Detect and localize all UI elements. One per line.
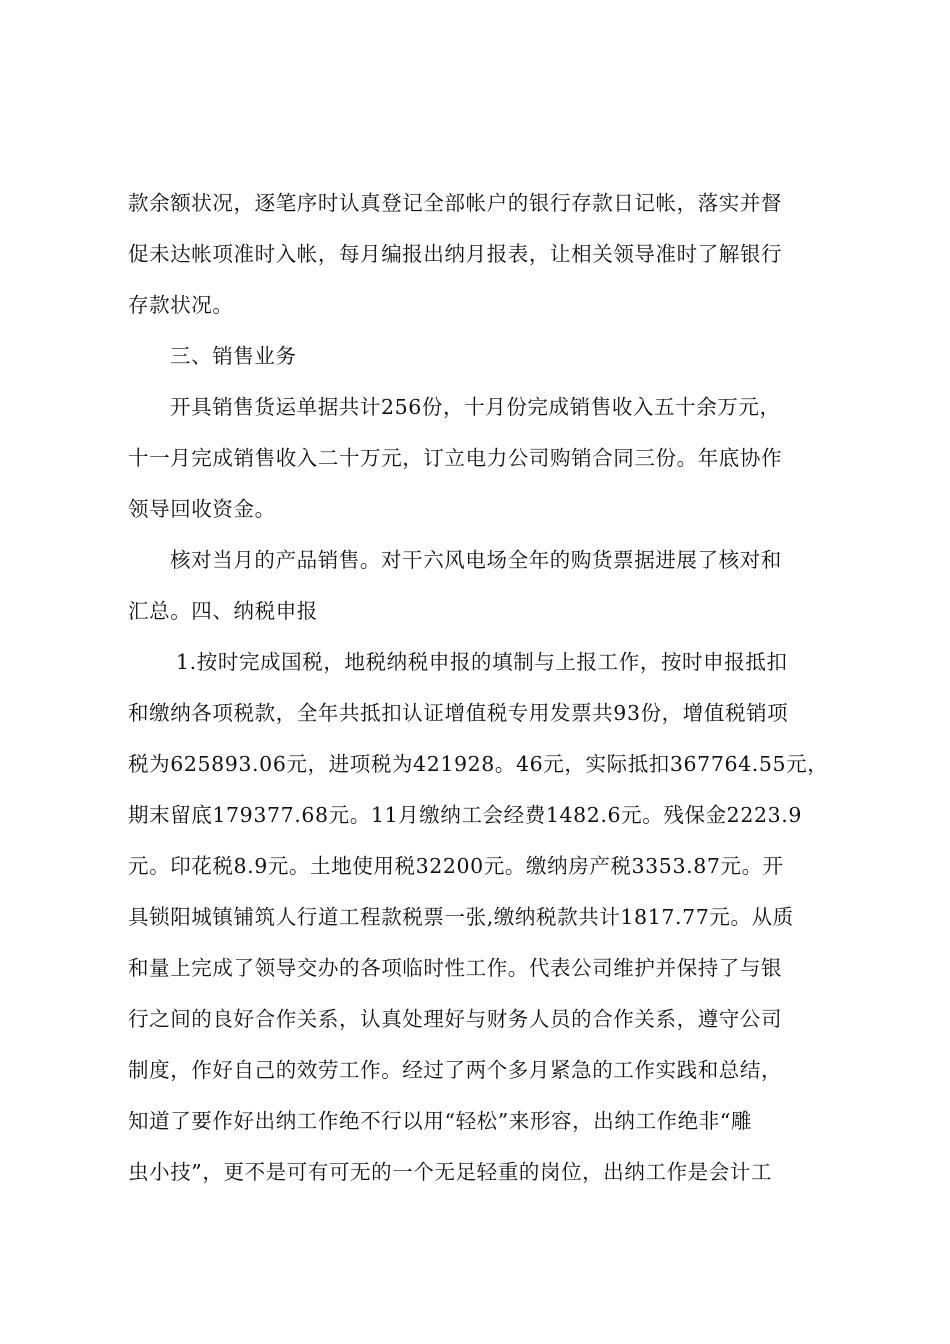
- text-line: 知道了要作好出纳工作绝不行以用“轻松”来形容，出纳工作绝非“雕: [128, 1109, 753, 1133]
- text-line: 税为625893.06元，进项税为421928。46元，实际抵扣367764.55元，: [128, 752, 829, 776]
- text-line: 1.按时完成国税，地税纳税申报的填制与上报工作，按时申报抵扣: [176, 650, 788, 674]
- text-line: 制度，作好自己的效劳工作。经过了两个多月紧急的工作实践和总结，: [128, 1058, 783, 1082]
- text-line: 具锁阳城镇铺筑人行道工程款税票一张,缴纳税款共计1817.77元。从质: [128, 905, 794, 929]
- section-heading: 三、销售业务: [170, 344, 297, 368]
- text-line: 虫小技”，更不是可有可无的一个无足轻重的岗位，出纳工作是会计工: [128, 1160, 773, 1184]
- text-line: 元。印花税8.9元。土地使用税32200元。缴纳房产税3353.87元。开: [128, 854, 784, 878]
- text-line: 汇总。四、纳税申报: [128, 599, 318, 623]
- text-line: 期末留底179377.68元。11月缴纳工会经费1482.6元。残保金2223.9: [128, 803, 803, 827]
- text-line: 开具销售货运单据共计256份，十月份完成销售收入五十余万元，: [170, 395, 781, 419]
- text-line: 促未达帐项准时入帐，每月编报出纳月报表，让相关领导准时了解银行: [128, 242, 783, 266]
- text-line: 核对当月的产品销售。对干六风电场全年的购货票据进展了核对和: [170, 548, 782, 572]
- text-line: 十一月完成销售收入二十万元，订立电力公司购销合同三份。年底协作: [128, 446, 783, 470]
- text-line: 和缴纳各项税款，全年共抵扣认证增值税专用发票共93份，增值税销项: [128, 701, 789, 725]
- text-line: 款余额状况，逐笔序时认真登记全部帐户的银行存款日记帐，落实并督: [128, 191, 783, 215]
- text-line: 和量上完成了领导交办的各项临时性工作。代表公司维护并保持了与银: [128, 956, 783, 980]
- text-line: 领导回收资金。: [128, 497, 276, 521]
- text-line: 行之间的良好合作关系，认真处理好与财务人员的合作关系，遵守公司: [128, 1007, 783, 1031]
- text-line: 存款状况。: [128, 293, 234, 317]
